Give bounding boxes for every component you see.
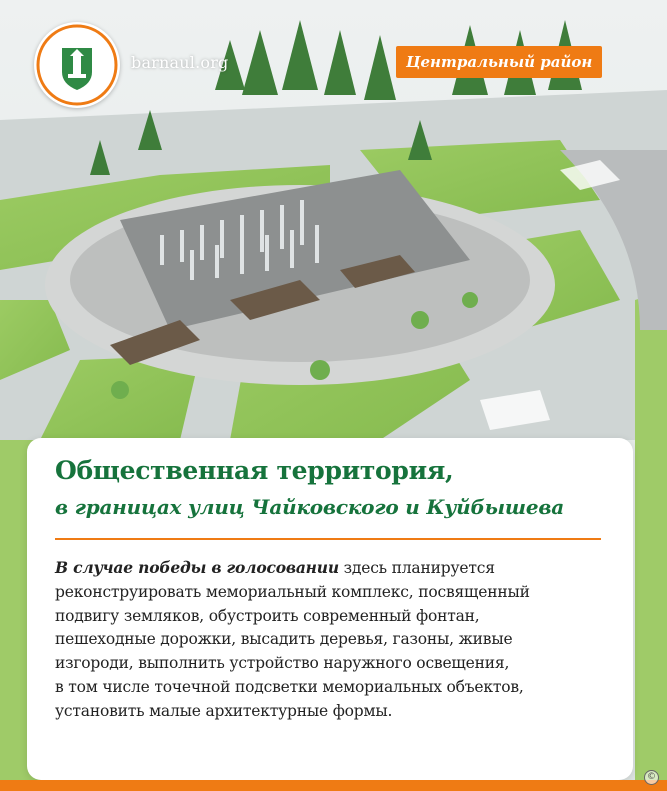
description-line-1 — [55, 556, 615, 581]
description-line-5: изгороди, выполнить устройство наружного освещения, — [55, 654, 510, 673]
card-subtitle: в границах улиц Чайковского и Куйбышева — [55, 495, 565, 519]
description-line-2: реконструировать мемориальный комплекс, посвященный — [55, 582, 530, 601]
description-line-7: установить малые архитектурные формы. — [55, 701, 393, 720]
info-card — [27, 438, 633, 780]
site-watermark: barnaul.org — [131, 53, 229, 72]
divider — [55, 538, 601, 540]
district-badge: Центральный район — [396, 46, 602, 78]
copyright-mark: © — [644, 770, 659, 785]
card-title: Общественная территория, — [55, 456, 454, 485]
description-line-6: в том числе точечной подсветки мемориальных объектов, — [55, 677, 524, 696]
description-line-3: подвигу земляков, обустроить современный фонтан, — [55, 606, 480, 625]
description-line-1-rest: здесь планируется — [338, 559, 495, 577]
card-description — [55, 556, 615, 724]
city-logo-emblem — [34, 22, 120, 108]
description-line-4: пешеходные дорожки, высадить деревья, газоны, живые — [55, 630, 513, 649]
description-lead: В случае победы в голосовании — [55, 558, 339, 577]
bottom-accent-bar — [0, 780, 667, 791]
